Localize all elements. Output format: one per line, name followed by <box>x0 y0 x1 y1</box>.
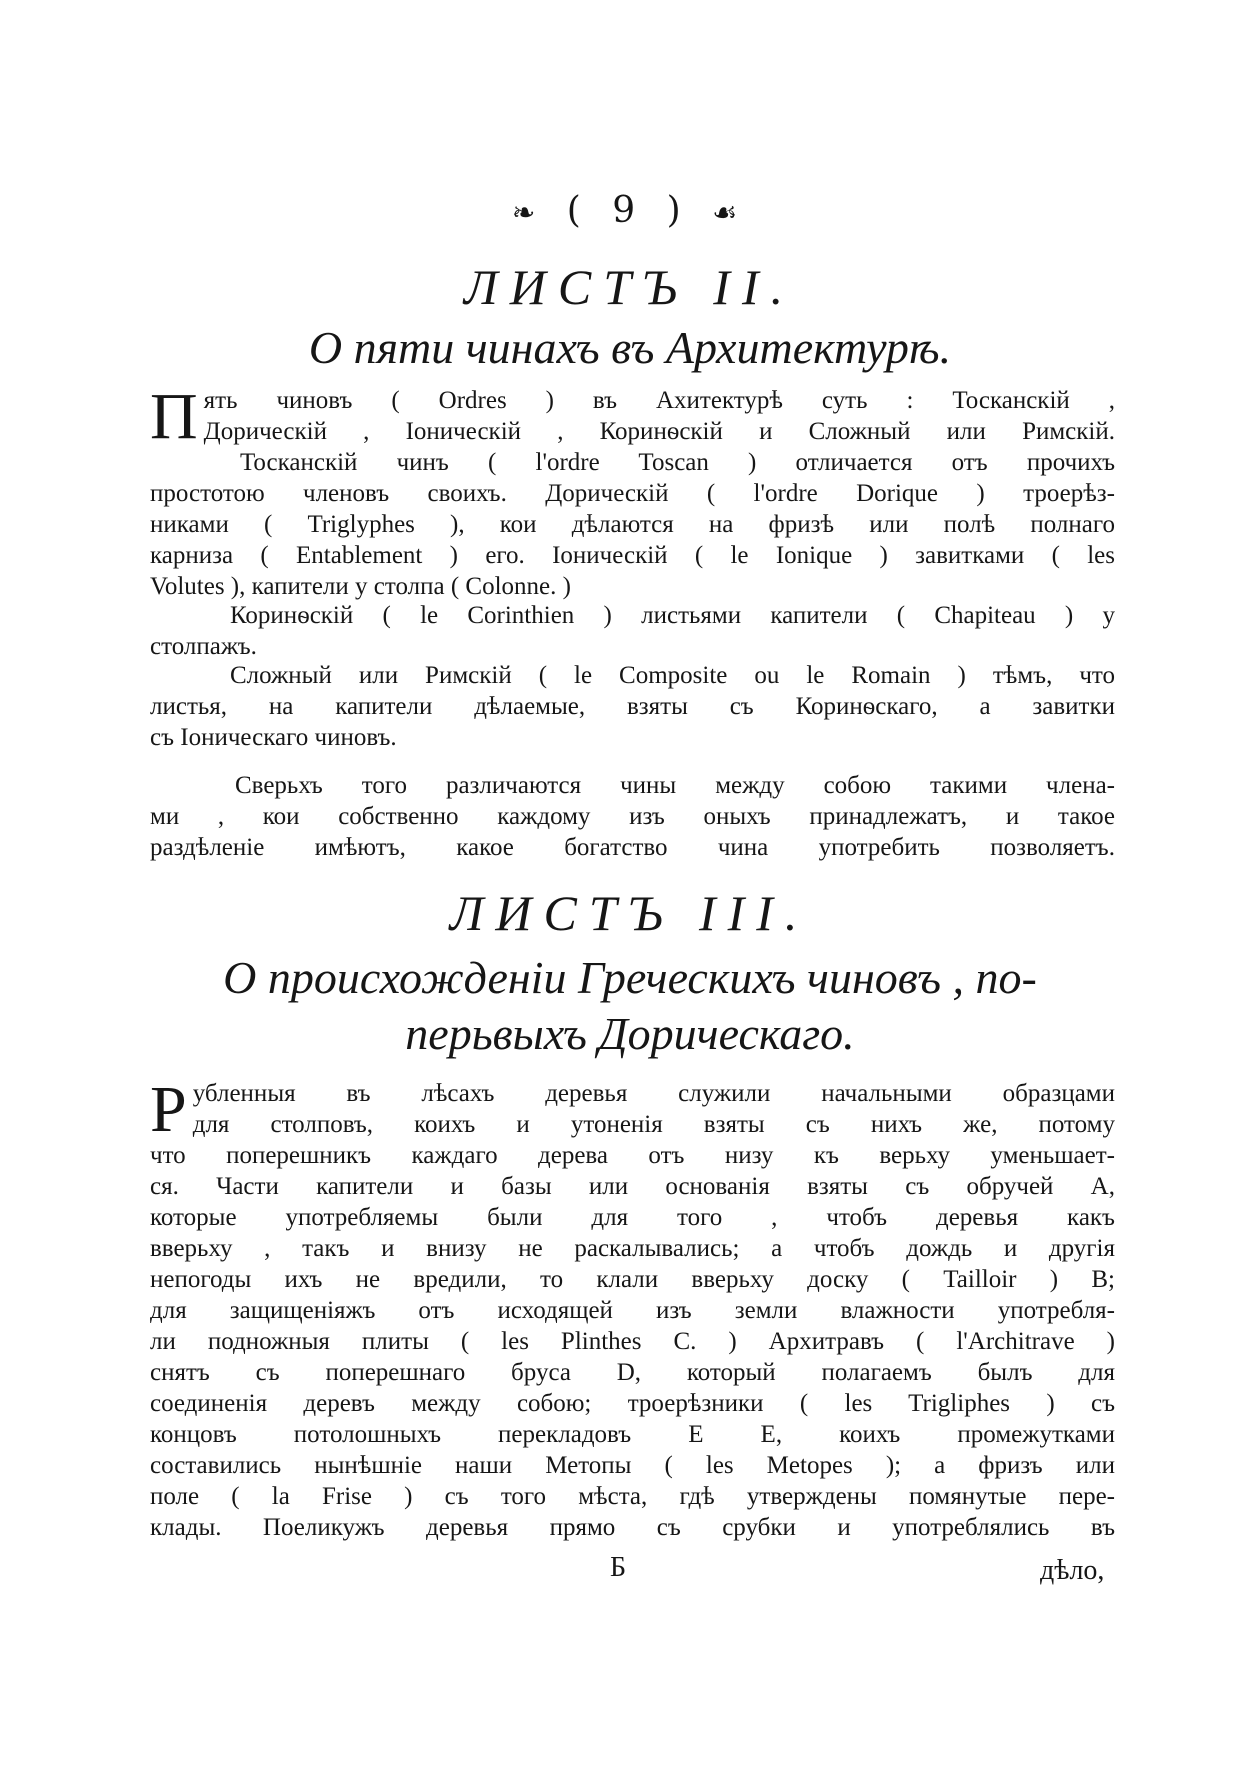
paragraph-origin <box>150 1073 1115 1543</box>
text-line: соединенія деревъ между собою; троерѣзники ( les Trigliphes ) съ <box>150 1390 1115 1417</box>
text-line: концовъ потолошныхъ перекладовъ Е Е, коихъ промежутками <box>150 1421 1115 1448</box>
text-line: непогоды ихъ не вредили, то клали вверьху доску ( Tailloir ) В; <box>150 1266 1115 1293</box>
ornament-left-icon: ❧ <box>511 196 546 229</box>
text-line: которые употребляемы были для того , чтобъ деревья какъ <box>150 1204 1115 1231</box>
text-line: листья, на капители дѣлаемые, взяты съ Коринѳскаго, а завитки <box>150 693 1115 720</box>
text-line: ли подножныя плиты ( les Plinthes C. ) Архитравъ ( l'Architrave ) <box>150 1328 1115 1355</box>
text-line: карниза ( Entablement ) его. Іоническій ( le Ionique ) завитками ( les <box>150 542 1115 569</box>
text-line: никами ( Triglyphes ), кои дѣлаются на фризѣ или полѣ полнаго <box>150 511 1115 538</box>
text-line: столпажъ. <box>150 633 257 660</box>
dropcap: П <box>150 380 198 453</box>
chapter-title-line: О происхожденіи Греческихъ чиновъ , по- <box>223 952 1037 1003</box>
running-head <box>0 190 1259 231</box>
text-line: ми , кои собственно каждому изъ оныхъ принадлежатъ, и такое <box>150 803 1115 830</box>
chapter-title-line: перьвыхъ Дорическаго. <box>405 1008 855 1059</box>
text-line: Тосканскій чинъ ( l'ordre Toscan ) отличается отъ прочихъ <box>240 449 1115 476</box>
paragraph-composite <box>150 660 1115 753</box>
chapter-title-2: О пяти чинахъ въ Архитектурѣ. <box>308 322 952 373</box>
paragraph-corinthian <box>150 600 1115 662</box>
sheet-title-3: ЛИСТЪ III. <box>449 885 810 941</box>
text-line: раздѣленіе имѣютъ, какое богатство чина употребить позволяетъ. <box>150 834 1115 861</box>
sheet-title-2: ЛИСТЪ II. <box>463 259 796 315</box>
page-number: ( 9 ) <box>566 190 691 231</box>
text-line: Сложный или Римскій ( le Composite ou le Romain ) тѣмъ, что <box>230 662 1115 689</box>
text-line: простотою членовъ своихъ. Дорическій ( l'ordre Dorique ) троерѣз- <box>150 480 1115 507</box>
dropcap: Р <box>150 1073 187 1146</box>
chapter-title-3 <box>130 950 1130 1062</box>
ornament-right-icon: ☙ <box>712 196 748 229</box>
text-line: составились нынѣшніе наши Метопы ( les Metopes ); а фризъ или <box>150 1452 1115 1479</box>
text-line: снятъ съ поперешнаго бруса D, который полагаемъ былъ для <box>150 1359 1115 1386</box>
paragraph-members <box>150 770 1115 863</box>
text-line: для защищеніяжъ отъ исходящей изъ земли влажности употребля- <box>150 1297 1115 1324</box>
paragraph-orders <box>150 380 1115 602</box>
text-line: для столповъ, коихъ и утоненія взяты съ нихъ же, потому <box>192 1111 1115 1138</box>
text-line: убленныя въ лѣсахъ деревья служили начальными образцами <box>192 1080 1115 1107</box>
text-line: съ Іоническаго чиновъ. <box>150 724 397 751</box>
text-line: Сверьхъ того различаются чины между собою такими члена- <box>235 772 1115 799</box>
text-line: Volutes ), капители у столпа ( Colonne. ) <box>150 573 571 600</box>
text-line: ся. Части капители и базы или основанія взяты съ обручей А, <box>150 1173 1115 1200</box>
text-line: клады. Поеликужъ деревья прямо съ срубки и употреблялись въ <box>150 1514 1115 1541</box>
text-line: поле ( la Frise ) съ того мѣста, гдѣ утверждены помянутые пере- <box>150 1483 1115 1510</box>
catchword: дѣло, <box>1040 1555 1105 1586</box>
signature-mark: Б <box>610 1552 627 1583</box>
text-line: Дорическій , Іоническій , Коринѳскій и Сложный или Римскій. <box>203 418 1115 445</box>
text-line: что поперешникъ каждаго дерева отъ низу къ верьху уменьшает- <box>150 1142 1115 1169</box>
text-line: вверьху , такъ и внизу не раскалывались; а чтобъ дождь и другія <box>150 1235 1115 1262</box>
text-line: Коринѳскій ( le Corinthien ) листьями капители ( Chapiteau ) у <box>230 602 1115 629</box>
text-line: ять чиновъ ( Ordres ) въ Ахитектурѣ суть : Тосканскій , <box>203 387 1115 414</box>
